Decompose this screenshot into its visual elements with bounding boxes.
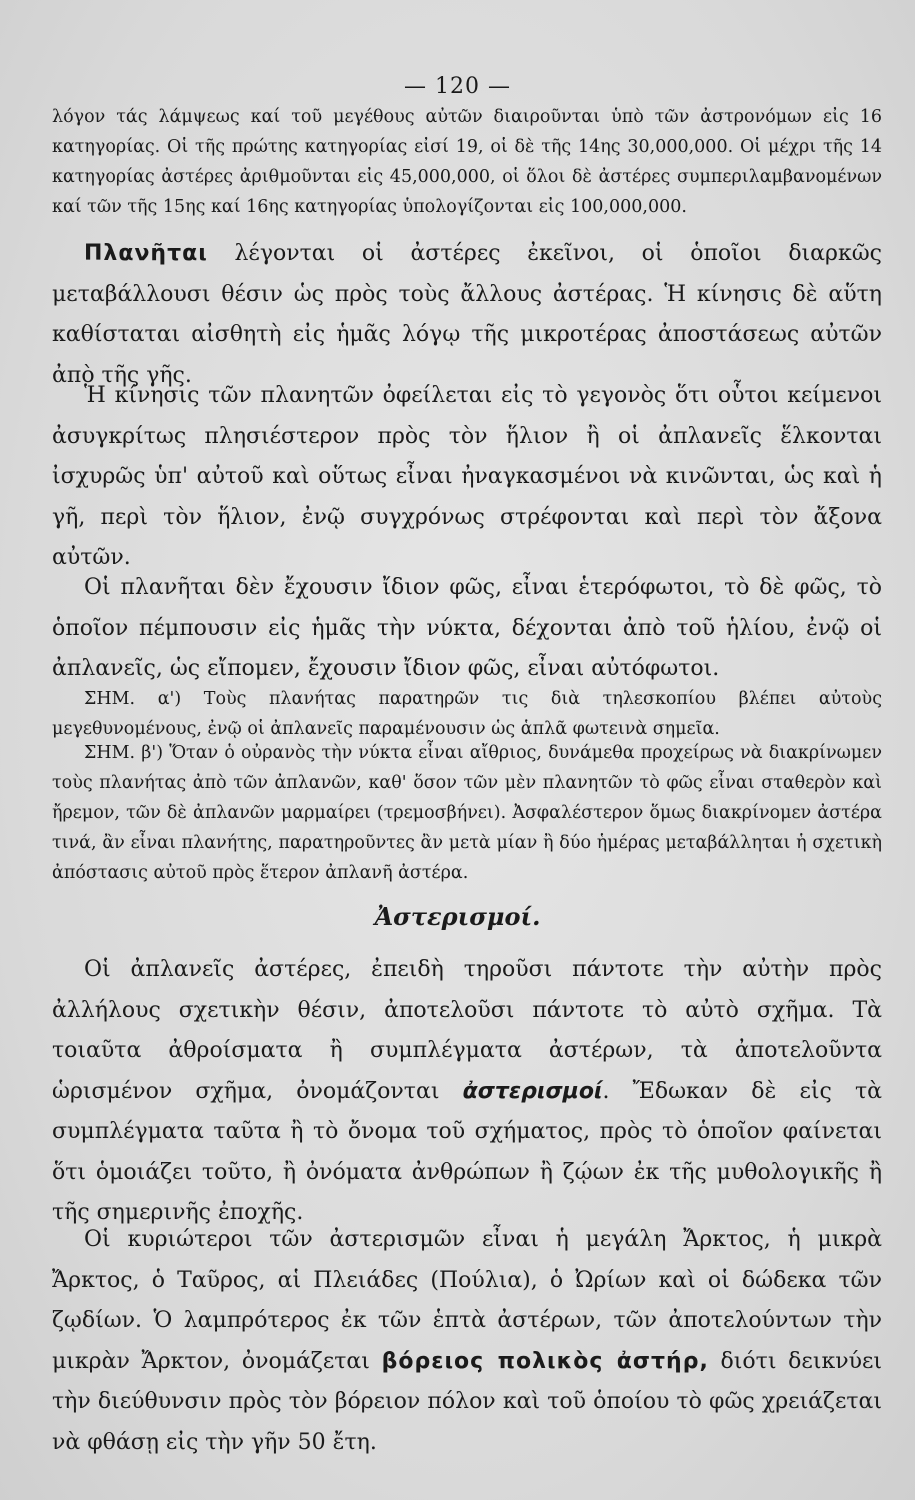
note-label-a: ΣΗΜ. α') bbox=[84, 689, 182, 709]
paragraph-star-magnitudes: λόγον τάς λάμψεως καί τοῦ μεγέθους αὐτῶν διαιροῦνται ὑπὸ τῶν ἀστρονόμων εἰς 16 κατηγορίας. Οἱ τῆς πρώτης κατηγορίας εἰσί 19, οἱ δὲ τῆς 14ης 30,000,000. Οἱ μέχρι τῆς 14 κατηγορίας ἀστέρες ἀριθμοῦνται εἰς 45,000,000, οἱ ὅλοι δὲ ἀστέρες συμπεριλαμβανομένων καί τῶν τῆς 15ης καί 16ης κατηγορίας ὑπολογίζονται εἰς 100,000,000. bbox=[52, 107, 882, 217]
paragraph-main-constellations bbox=[52, 1220, 882, 1463]
term-planets: Πλανῆται bbox=[84, 241, 208, 266]
paragraph-constellations-text-1: Οἱ ἀπλανεῖς ἀστέρες, ἐπειδὴ τηροῦσι πάντοτε τὴν αὐτὴν πρὸς ἀλλήλους σχετικὴν θέσιν, ἀποτελοῦσι πάντοτε τὸ αὐτὸ σχῆμα. Τὰ τοιαῦτα ἀθροίσματα ἢ συμπλέγματα ἀστέρων, τὰ ἀποτελοῦντα ὡρισμένον σχῆμα, ὀνομάζονται bbox=[52, 957, 882, 1104]
term-north-star: βόρειος πολικὸς ἀστήρ, bbox=[381, 1348, 709, 1374]
note-distinguish-planets-text: Ὅταν ὁ οὐρανὸς τὴν νύκτα εἶναι αἴθριος, δυνάμεθα προχείρως νὰ διακρίνωμεν τοὺς πλανήτας ἀπὸ τῶν ἀπλανῶν, καθ' ὅσον τῶν μὲν πλανητῶν τὸ φῶς εἶναι σταθερὸν καὶ ἤρεμον, τῶν δὲ ἀπλανῶν μαρμαίρει (τρεμοσβήνει). Ἀσφαλέστερον ὅμως διακρίνομεν ἀστέρα τινά, ἂν εἶναι πλανήτης, παρατηροῦντες ἂν μετὰ μίαν ἢ δύο ἡμέρας μεταβάλληται ἡ σχετικὴ ἀπόστασις αὐτοῦ πρὸς ἕτερον ἀπλανῆ ἀστέρα. bbox=[52, 743, 882, 883]
paragraph-main-constellations-text-2: διότι δεικνύει τὴν διεύθυνσιν πρὸς τὸν βόρειον πόλον καὶ τοῦ ὁποίου τὸ φῶς χρειάζεται νὰ φθάσῃ εἰς τὴν γῆν 50 ἔτη. bbox=[52, 1348, 882, 1455]
paragraph-planets-definition-text: λέγονται οἱ ἀστέρες ἐκεῖνοι, οἱ ὁποῖοι διαρκῶς μεταβάλλουσι θέσιν ὡς πρὸς τοὺς ἄλλους ἀστέρας. Ἡ κίνησις δὲ αὕτη καθίσταται αἰσθητὴ εἰς ἡμᾶς λόγῳ τῆς μικροτέρας ἀποστάσεως αὐτῶν ἀπὸ τῆς γῆς. bbox=[52, 241, 882, 388]
note-telescope-text: Τοὺς πλανήτας παρατηρῶν τις διὰ τηλεσκοπίου βλέπει αὐτοὺς μεγεθυνομένους, ἐνῷ οἱ ἀπλανεῖς παραμένουσιν ὡς ἁπλᾶ φωτεινὰ σημεῖα. bbox=[52, 689, 882, 739]
term-constellations: ἀστερισμοί bbox=[462, 1078, 603, 1104]
paragraph-constellations-text-2: . Ἔδωκαν δὲ εἰς τὰ συμπλέγματα ταῦτα ἢ τὸ ὄνομα τοῦ σχήματος, πρὸς τὸ ὁποῖον φαίνεται ὅτι ὁμοιάζει τοῦτο, ἢ ὀνόματα ἀνθρώπων ἢ ζῴων ἐκ τῆς μυθολογικῆς ἢ τῆς σημερινῆς ἐποχῆς. bbox=[52, 1078, 882, 1225]
paragraph-planets-definition bbox=[52, 234, 882, 396]
note-label-b: ΣΗΜ. β') bbox=[84, 743, 164, 763]
page-number: — 120 — bbox=[404, 74, 511, 99]
note-telescope bbox=[52, 684, 882, 744]
paragraph-planet-motion: Ἡ κίνησις τῶν πλανητῶν ὀφείλεται εἰς τὸ γεγονὸς ὅτι οὗτοι κείμενοι ἀσυγκρίτως πλησιέστερον πρὸς τὸν ἥλιον ἢ οἱ ἀπλανεῖς ἕλκονται ἰσχυρῶς ὑπ' αὐτοῦ καὶ οὕτως εἶναι ἠναγκασμένοι νὰ κινῶνται, ὡς καὶ ἡ γῆ, περὶ τὸν ἥλιον, ἐνῷ συγχρόνως στρέφονται καὶ περὶ τὸν ἄξονα αὐτῶν. bbox=[52, 383, 882, 570]
note-distinguish-planets bbox=[52, 738, 882, 888]
paragraph-planet-light: Οἱ πλανῆται δὲν ἔχουσιν ἴδιον φῶς, εἶναι ἑτερόφωτοι, τὸ δὲ φῶς, τὸ ὁποῖον πέμπουσιν εἰς ἡμᾶς τὴν νύκτα, δέχονται ἀπὸ τοῦ ἡλίου, ἐνῷ οἱ ἀπλανεῖς, ὡς εἴπομεν, ἔχουσιν ἴδιον φῶς, εἶναι αὐτόφωτοι. bbox=[52, 575, 882, 681]
paragraph-main-constellations-text-1: Οἱ κυριώτεροι τῶν ἀστερισμῶν εἶναι ἡ μεγάλη Ἄρκτος, ἡ μικρὰ Ἄρκτος, ὁ Ταῦρος, αἱ Πλειάδες (Πούλια), ὁ Ὠρίων καὶ οἱ δώδεκα τῶν ζῳδίων. Ὁ λαμπρότερος ἐκ τῶν ἑπτὰ ἀστέρων, τῶν ἀποτελούντων τὴν μικρὰν Ἄρκτον, ὀνομάζεται bbox=[52, 1227, 882, 1374]
paragraph-constellations bbox=[52, 950, 882, 1234]
section-heading-constellations: Ἀστερισμοί. bbox=[374, 902, 541, 931]
